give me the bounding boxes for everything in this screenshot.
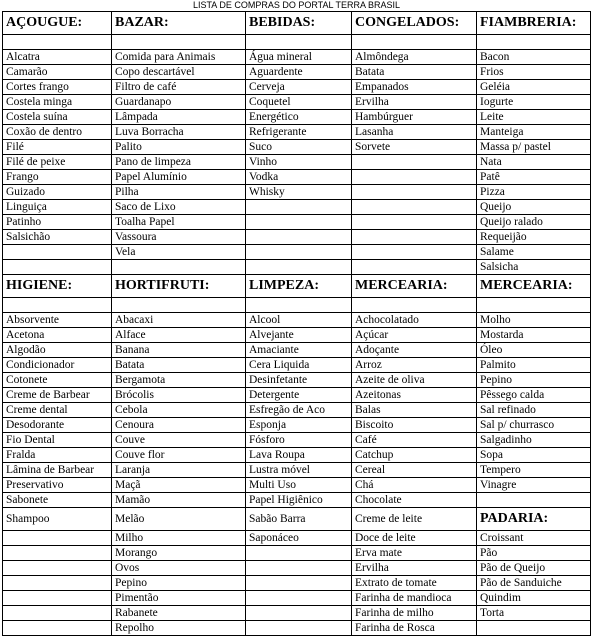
list-item: Coxão de dentro xyxy=(3,125,112,140)
list-item: Molho xyxy=(477,313,591,328)
list-item: Cera Liquida xyxy=(246,358,352,373)
list-item: Vela xyxy=(112,245,246,260)
empty-cell xyxy=(246,35,352,50)
list-item: Alvejante xyxy=(246,328,352,343)
list-item: Maçã xyxy=(112,478,246,493)
empty-cell xyxy=(3,35,112,50)
empty-cell xyxy=(246,260,352,275)
list-item: Cerveja xyxy=(246,80,352,95)
list-item: Leite xyxy=(477,110,591,125)
list-item: Aguardente xyxy=(246,65,352,80)
list-item: Pilha xyxy=(112,185,246,200)
empty-cell xyxy=(352,185,477,200)
empty-cell xyxy=(246,298,352,313)
list-item: Esponja xyxy=(246,418,352,433)
shopping-list-table xyxy=(2,11,591,636)
list-item: Tempero xyxy=(477,463,591,478)
list-item: Fio Dental xyxy=(3,433,112,448)
list-item: Ovos xyxy=(112,561,246,576)
list-item: Adoçante xyxy=(352,343,477,358)
item-row xyxy=(3,531,591,546)
list-item: Laranja xyxy=(112,463,246,478)
list-item: Arroz xyxy=(352,358,477,373)
list-item: Sabão Barra xyxy=(246,508,352,531)
list-item: Melão xyxy=(112,508,246,531)
list-item: Cotonete xyxy=(3,373,112,388)
page-title: LISTA DE COMPRAS DO PORTAL TERRA BRASIL xyxy=(192,0,401,10)
item-row xyxy=(3,230,591,245)
list-item: Pêssego calda xyxy=(477,388,591,403)
list-item: Água mineral xyxy=(246,50,352,65)
list-item: Torta xyxy=(477,606,591,621)
list-item: Pão xyxy=(477,546,591,561)
list-item: Suco xyxy=(246,140,352,155)
list-item: Pano de limpeza xyxy=(112,155,246,170)
list-item: Couve flor xyxy=(112,448,246,463)
list-item: Guizado xyxy=(3,185,112,200)
empty-cell xyxy=(477,298,591,313)
list-item: Absorvente xyxy=(3,313,112,328)
list-item: Creme de leite xyxy=(352,508,477,531)
item-row xyxy=(3,561,591,576)
item-row xyxy=(3,463,591,478)
list-item: Coquetel xyxy=(246,95,352,110)
list-item: Óleo xyxy=(477,343,591,358)
item-row xyxy=(3,185,591,200)
list-item: Saco de Lixo xyxy=(112,200,246,215)
list-item: Filé xyxy=(3,140,112,155)
empty-cell xyxy=(3,245,112,260)
list-item: Batata xyxy=(352,65,477,80)
list-item: Fósforo xyxy=(246,433,352,448)
item-row xyxy=(3,418,591,433)
list-item: Vinagre xyxy=(477,478,591,493)
list-item: Filé de peixe xyxy=(3,155,112,170)
list-item: Bergamota xyxy=(112,373,246,388)
list-item: Desodorante xyxy=(3,418,112,433)
spacer-row xyxy=(3,35,591,50)
empty-cell xyxy=(3,260,112,275)
empty-cell xyxy=(352,230,477,245)
empty-cell xyxy=(3,606,112,621)
list-item: Copo descartável xyxy=(112,65,246,80)
empty-cell xyxy=(3,621,112,636)
list-item: Cortes frango xyxy=(3,80,112,95)
list-item: Farinha de milho xyxy=(352,606,477,621)
list-item: Iogurte xyxy=(477,95,591,110)
list-item: Cenoura xyxy=(112,418,246,433)
empty-cell xyxy=(3,546,112,561)
list-item: Chocolate xyxy=(352,493,477,508)
category-header: HORTIFRUTI: xyxy=(112,275,246,298)
category-header: LIMPEZA: xyxy=(246,275,352,298)
list-item: Cebola xyxy=(112,403,246,418)
category-header-row xyxy=(3,12,591,35)
list-item: Lâmina de Barbear xyxy=(3,463,112,478)
list-item: Alface xyxy=(112,328,246,343)
item-row xyxy=(3,155,591,170)
list-item: Linguiça xyxy=(3,200,112,215)
empty-cell xyxy=(352,155,477,170)
list-item: Costela minga xyxy=(3,95,112,110)
category-header: AÇOUGUE: xyxy=(3,12,112,35)
list-item: Salame xyxy=(477,245,591,260)
list-item: Açúcar xyxy=(352,328,477,343)
list-item: Desinfetante xyxy=(246,373,352,388)
list-item: Costela suína xyxy=(3,110,112,125)
item-row xyxy=(3,200,591,215)
list-item: Whisky xyxy=(246,185,352,200)
list-item: Salsichão xyxy=(3,230,112,245)
list-item: Hambúrguer xyxy=(352,110,477,125)
list-item: Toalha Papel xyxy=(112,215,246,230)
list-item: Lustra móvel xyxy=(246,463,352,478)
list-item: Geléia xyxy=(477,80,591,95)
list-item: Alcatra xyxy=(3,50,112,65)
item-row xyxy=(3,260,591,275)
list-item: Chá xyxy=(352,478,477,493)
list-item: Frios xyxy=(477,65,591,80)
list-item: Vassoura xyxy=(112,230,246,245)
list-item: Brócolis xyxy=(112,388,246,403)
list-item: Creme de Barbear xyxy=(3,388,112,403)
list-item: Papel Higiênico xyxy=(246,493,352,508)
list-item: Guardanapo xyxy=(112,95,246,110)
item-row xyxy=(3,95,591,110)
item-row xyxy=(3,343,591,358)
list-item: Vinho xyxy=(246,155,352,170)
category-header: HIGIENE: xyxy=(3,275,112,298)
category-header: PADARIA: xyxy=(477,508,591,531)
list-item: Extrato de tomate xyxy=(352,576,477,591)
category-header: MERCEARIA: xyxy=(477,275,591,298)
item-row xyxy=(3,373,591,388)
list-item: Refrigerante xyxy=(246,125,352,140)
empty-cell xyxy=(246,591,352,606)
list-item: Rabanete xyxy=(112,606,246,621)
empty-cell xyxy=(246,215,352,230)
empty-cell xyxy=(477,493,591,508)
item-row xyxy=(3,403,591,418)
item-row xyxy=(3,591,591,606)
list-item: Croissant xyxy=(477,531,591,546)
list-item: Manteiga xyxy=(477,125,591,140)
list-item: Queijo ralado xyxy=(477,215,591,230)
empty-cell xyxy=(352,170,477,185)
empty-cell xyxy=(112,260,246,275)
list-item: Milho xyxy=(112,531,246,546)
list-item: Patinho xyxy=(3,215,112,230)
list-item: Sal p/ churrasco xyxy=(477,418,591,433)
empty-cell xyxy=(246,561,352,576)
list-item: Pão de Queijo xyxy=(477,561,591,576)
empty-cell xyxy=(3,591,112,606)
list-item: Fralda xyxy=(3,448,112,463)
empty-cell xyxy=(246,245,352,260)
item-row xyxy=(3,508,591,531)
empty-cell xyxy=(477,35,591,50)
item-row xyxy=(3,478,591,493)
list-item: Batata xyxy=(112,358,246,373)
list-item: Luva Borracha xyxy=(112,125,246,140)
empty-cell xyxy=(112,35,246,50)
empty-cell xyxy=(3,298,112,313)
category-header: FIAMBRERIA: xyxy=(477,12,591,35)
empty-cell xyxy=(246,606,352,621)
category-header-row xyxy=(3,275,591,298)
list-item: Bacon xyxy=(477,50,591,65)
category-header: MERCEARIA: xyxy=(352,275,477,298)
list-item: Salgadinho xyxy=(477,433,591,448)
empty-cell xyxy=(112,298,246,313)
empty-cell xyxy=(352,260,477,275)
list-item: Abacaxi xyxy=(112,313,246,328)
list-item: Sabonete xyxy=(3,493,112,508)
item-row xyxy=(3,110,591,125)
list-item: Nata xyxy=(477,155,591,170)
list-item: Comida para Animais xyxy=(112,50,246,65)
empty-cell xyxy=(352,200,477,215)
list-item: Ervilha xyxy=(352,561,477,576)
list-item: Achocolatado xyxy=(352,313,477,328)
list-item: Papel Alumínio xyxy=(112,170,246,185)
empty-cell xyxy=(246,546,352,561)
empty-cell xyxy=(246,200,352,215)
item-row xyxy=(3,546,591,561)
empty-cell xyxy=(352,215,477,230)
empty-cell xyxy=(477,621,591,636)
item-row xyxy=(3,433,591,448)
list-item: Shampoo xyxy=(3,508,112,531)
list-item: Algodão xyxy=(3,343,112,358)
list-item: Pimentão xyxy=(112,591,246,606)
item-row xyxy=(3,328,591,343)
item-row xyxy=(3,50,591,65)
list-item: Acetona xyxy=(3,328,112,343)
empty-cell xyxy=(352,35,477,50)
list-item: Balas xyxy=(352,403,477,418)
list-item: Pizza xyxy=(477,185,591,200)
item-row xyxy=(3,125,591,140)
item-row xyxy=(3,388,591,403)
item-row xyxy=(3,606,591,621)
list-item: Palito xyxy=(112,140,246,155)
list-item: Amaciante xyxy=(246,343,352,358)
item-row xyxy=(3,80,591,95)
list-item: Empanados xyxy=(352,80,477,95)
empty-cell xyxy=(3,531,112,546)
list-item: Pepino xyxy=(112,576,246,591)
list-item: Pão de Sanduiche xyxy=(477,576,591,591)
list-item: Frango xyxy=(3,170,112,185)
list-item: Saponáceo xyxy=(246,531,352,546)
list-item: Doce de leite xyxy=(352,531,477,546)
list-item: Catchup xyxy=(352,448,477,463)
list-item: Condicionador xyxy=(3,358,112,373)
item-row xyxy=(3,448,591,463)
list-item: Lasanha xyxy=(352,125,477,140)
list-item: Sorvete xyxy=(352,140,477,155)
item-row xyxy=(3,358,591,373)
list-item: Azeite de oliva xyxy=(352,373,477,388)
list-item: Cereal xyxy=(352,463,477,478)
list-item: Creme dental xyxy=(3,403,112,418)
empty-cell xyxy=(352,245,477,260)
item-row xyxy=(3,621,591,636)
list-item: Repolho xyxy=(112,621,246,636)
item-row xyxy=(3,493,591,508)
list-item: Queijo xyxy=(477,200,591,215)
list-item: Preservativo xyxy=(3,478,112,493)
list-item: Lâmpada xyxy=(112,110,246,125)
empty-cell xyxy=(352,298,477,313)
list-item: Energético xyxy=(246,110,352,125)
list-item: Sal refinado xyxy=(477,403,591,418)
list-item: Farinha de mandioca xyxy=(352,591,477,606)
item-row xyxy=(3,215,591,230)
list-item: Detergente xyxy=(246,388,352,403)
list-item: Azeitonas xyxy=(352,388,477,403)
category-header: CONGELADOS: xyxy=(352,12,477,35)
empty-cell xyxy=(3,561,112,576)
list-item: Salsicha xyxy=(477,260,591,275)
list-item: Lava Roupa xyxy=(246,448,352,463)
item-row xyxy=(3,576,591,591)
empty-cell xyxy=(246,230,352,245)
category-header: BAZAR: xyxy=(112,12,246,35)
item-row xyxy=(3,170,591,185)
list-item: Patê xyxy=(477,170,591,185)
list-item: Couve xyxy=(112,433,246,448)
spacer-row xyxy=(3,298,591,313)
list-item: Morango xyxy=(112,546,246,561)
list-item: Esfregão de Aco xyxy=(246,403,352,418)
list-item: Sopa xyxy=(477,448,591,463)
item-row xyxy=(3,140,591,155)
item-row xyxy=(3,245,591,260)
category-header: BEBIDAS: xyxy=(246,12,352,35)
list-item: Palmito xyxy=(477,358,591,373)
item-row xyxy=(3,65,591,80)
list-item: Pepino xyxy=(477,373,591,388)
list-item: Almôndega xyxy=(352,50,477,65)
list-item: Requeijão xyxy=(477,230,591,245)
item-row xyxy=(3,313,591,328)
list-item: Multi Uso xyxy=(246,478,352,493)
list-item: Quindim xyxy=(477,591,591,606)
empty-cell xyxy=(246,576,352,591)
list-item: Banana xyxy=(112,343,246,358)
list-item: Mostarda xyxy=(477,328,591,343)
list-item: Ervilha xyxy=(352,95,477,110)
list-item: Massa p/ pastel xyxy=(477,140,591,155)
list-item: Filtro de café xyxy=(112,80,246,95)
list-item: Camarão xyxy=(3,65,112,80)
empty-cell xyxy=(246,621,352,636)
empty-cell xyxy=(3,576,112,591)
list-item: Farinha de Rosca xyxy=(352,621,477,636)
list-item: Alcool xyxy=(246,313,352,328)
list-item: Mamão xyxy=(112,493,246,508)
list-item: Vodka xyxy=(246,170,352,185)
list-item: Erva mate xyxy=(352,546,477,561)
list-item: Biscoito xyxy=(352,418,477,433)
list-item: Café xyxy=(352,433,477,448)
